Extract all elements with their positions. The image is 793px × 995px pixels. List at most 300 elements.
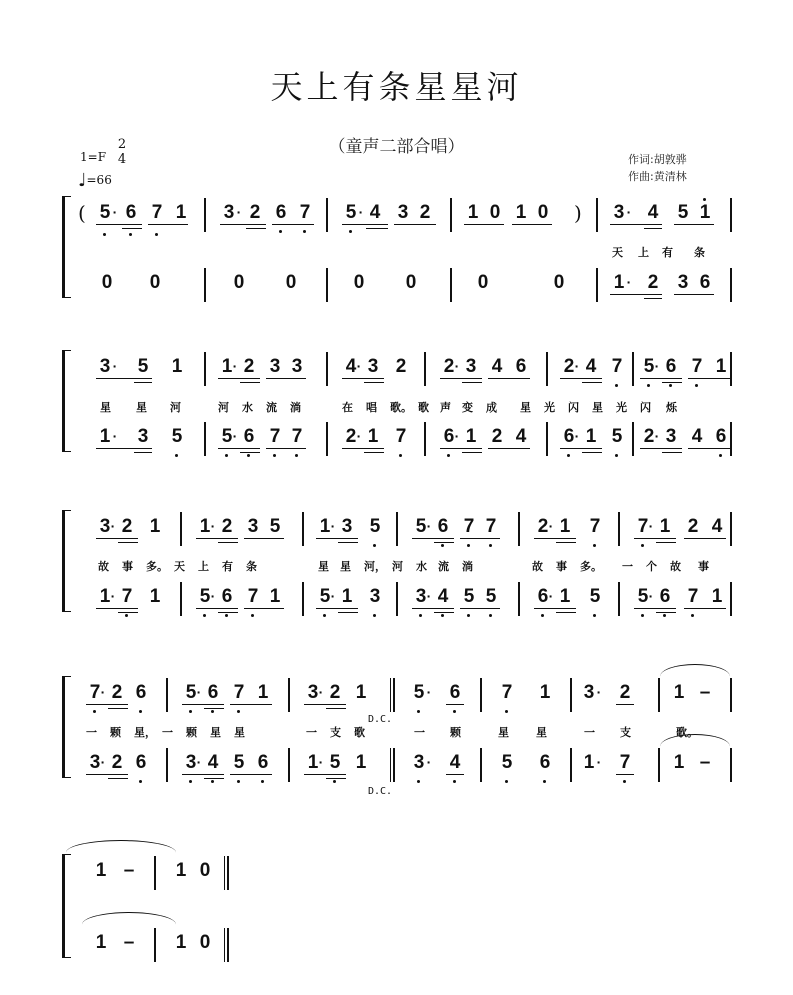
beam-underline bbox=[342, 224, 388, 225]
lyric: 星 bbox=[592, 401, 603, 414]
system-2 bbox=[62, 352, 742, 472]
time-signature bbox=[116, 137, 128, 167]
barline bbox=[450, 268, 452, 302]
note: 6 bbox=[562, 426, 576, 448]
beam-underline bbox=[684, 538, 726, 539]
barline bbox=[546, 352, 548, 386]
key-signature: 1=F bbox=[80, 150, 107, 164]
note: 3 bbox=[184, 752, 198, 774]
note: 0 bbox=[405, 272, 417, 293]
beam-underline bbox=[96, 224, 142, 225]
barline bbox=[730, 582, 732, 616]
note: 3 bbox=[677, 272, 689, 293]
octave-dot-low bbox=[261, 780, 264, 783]
octave-dot-low bbox=[155, 233, 158, 236]
beam-underline bbox=[122, 228, 142, 229]
credits bbox=[628, 151, 687, 185]
beam-underline bbox=[96, 378, 152, 379]
note: 7 bbox=[246, 586, 260, 608]
beam-underline bbox=[118, 542, 138, 543]
barline bbox=[302, 512, 304, 546]
octave-dot-low bbox=[567, 454, 570, 457]
octave-dot-low bbox=[541, 614, 544, 617]
lyric: 故 bbox=[670, 560, 681, 573]
note: 0 bbox=[477, 272, 489, 293]
octave-dot-low bbox=[719, 454, 722, 457]
augmentation-dot: · bbox=[596, 684, 602, 700]
octave-dot-low bbox=[279, 230, 282, 233]
final-barline bbox=[224, 856, 229, 890]
double-barline bbox=[390, 678, 395, 712]
barline bbox=[326, 198, 328, 232]
barline bbox=[730, 352, 732, 386]
note: 3 bbox=[291, 356, 303, 377]
note: 1 bbox=[221, 356, 233, 377]
lyric: 水 bbox=[242, 401, 253, 414]
note: 5 bbox=[198, 586, 212, 608]
lyric: 河 bbox=[392, 560, 403, 573]
beam-underline bbox=[488, 448, 530, 449]
note: 3 bbox=[307, 682, 319, 703]
barline bbox=[730, 512, 732, 546]
note: 0 bbox=[537, 202, 549, 223]
lyric: 星 bbox=[536, 726, 547, 739]
note: 1 bbox=[711, 586, 723, 607]
beam-underline bbox=[582, 382, 602, 383]
note: 1 bbox=[585, 426, 597, 447]
octave-dot-low bbox=[467, 544, 470, 547]
beam-underline bbox=[684, 608, 726, 609]
note: 4 bbox=[345, 356, 357, 377]
beam-underline bbox=[688, 378, 730, 379]
barline bbox=[518, 512, 520, 546]
barline bbox=[424, 422, 426, 456]
barline bbox=[396, 512, 398, 546]
barline bbox=[730, 198, 732, 232]
augmentation-dot: · bbox=[196, 684, 202, 700]
beam-underline bbox=[656, 612, 676, 613]
beam-underline bbox=[86, 774, 128, 775]
lyric: 星 bbox=[234, 726, 245, 739]
barline bbox=[618, 582, 620, 616]
note: 7 bbox=[462, 516, 476, 538]
note: 1 bbox=[175, 202, 187, 223]
barline bbox=[326, 422, 328, 456]
octave-dot-low bbox=[175, 454, 178, 457]
octave-dot-low bbox=[489, 614, 492, 617]
note: 6 bbox=[274, 202, 288, 224]
octave-dot-low bbox=[641, 614, 644, 617]
augmentation-dot: · bbox=[232, 358, 238, 374]
note: – bbox=[123, 860, 135, 881]
note: 1 bbox=[175, 860, 187, 881]
note: 0 bbox=[553, 272, 565, 293]
octave-dot-low bbox=[323, 614, 326, 617]
note: 5 bbox=[137, 356, 149, 377]
tempo-marking bbox=[78, 170, 112, 191]
note: 6 bbox=[664, 356, 678, 378]
note: 6 bbox=[134, 682, 148, 704]
augmentation-dot: · bbox=[356, 358, 362, 374]
double-barline bbox=[390, 748, 395, 782]
note: 3 bbox=[397, 202, 409, 223]
time-signature-bottom: 4 bbox=[117, 152, 127, 167]
barline bbox=[570, 748, 572, 782]
lyric: 事 bbox=[556, 560, 567, 573]
note: 4 bbox=[711, 516, 723, 537]
note: 5 bbox=[500, 752, 514, 774]
beam-underline bbox=[434, 542, 454, 543]
beam-underline bbox=[266, 378, 306, 379]
note: 5 bbox=[328, 752, 342, 774]
note: 0 bbox=[101, 272, 113, 293]
note: 7 bbox=[394, 426, 408, 448]
beam-underline bbox=[230, 774, 272, 775]
beam-underline bbox=[674, 224, 714, 225]
beam-underline bbox=[394, 224, 436, 225]
octave-dot-low bbox=[453, 710, 456, 713]
beam-underline bbox=[196, 538, 238, 539]
voice-2 bbox=[62, 422, 742, 456]
beam-underline bbox=[440, 378, 482, 379]
beam-underline bbox=[662, 382, 682, 383]
octave-dot-low bbox=[647, 384, 650, 387]
note: 3 bbox=[613, 202, 625, 223]
note: 2 bbox=[395, 356, 407, 377]
octave-dot-low bbox=[663, 614, 666, 617]
note: – bbox=[123, 932, 135, 953]
barline bbox=[180, 512, 182, 546]
barline bbox=[288, 678, 290, 712]
lyric: 条 bbox=[694, 246, 705, 259]
lyric: 故 bbox=[98, 560, 109, 573]
octave-dot-low bbox=[295, 454, 298, 457]
octave-dot-low bbox=[273, 454, 276, 457]
beam-underline bbox=[364, 452, 384, 453]
note: 2 bbox=[221, 516, 233, 537]
barline bbox=[166, 678, 168, 712]
augmentation-dot: · bbox=[626, 274, 632, 290]
augmentation-dot: · bbox=[426, 588, 432, 604]
note: 2 bbox=[537, 516, 549, 537]
lyric: 星 bbox=[318, 560, 329, 573]
barline bbox=[658, 748, 660, 782]
barline bbox=[546, 422, 548, 456]
tie-slur bbox=[82, 912, 176, 927]
octave-dot-low bbox=[623, 780, 626, 783]
note: 1 bbox=[559, 586, 571, 607]
lyric: 天 bbox=[612, 246, 623, 259]
barline bbox=[480, 678, 482, 712]
lyric: 有 bbox=[662, 246, 673, 259]
augmentation-dot: · bbox=[454, 358, 460, 374]
augmentation-dot: · bbox=[112, 204, 118, 220]
note: 3 bbox=[367, 356, 379, 377]
octave-dot-low bbox=[225, 614, 228, 617]
note: 5 bbox=[484, 586, 498, 608]
octave-dot-low bbox=[489, 544, 492, 547]
beam-underline bbox=[246, 228, 266, 229]
lyric: 有 bbox=[222, 560, 233, 573]
note: 3 bbox=[99, 516, 111, 537]
barline bbox=[288, 748, 290, 782]
beam-underline bbox=[634, 608, 676, 609]
beam-underline bbox=[366, 228, 388, 229]
note: 2 bbox=[687, 516, 699, 537]
augmentation-dot: · bbox=[574, 358, 580, 374]
augmentation-dot: · bbox=[548, 518, 554, 534]
lyric: 一 bbox=[414, 726, 425, 739]
beam-underline bbox=[204, 708, 224, 709]
note: 3 bbox=[223, 202, 235, 223]
barline bbox=[302, 582, 304, 616]
octave-dot-low bbox=[225, 454, 228, 457]
note: 1 bbox=[171, 356, 183, 377]
lyric: 成 bbox=[486, 401, 497, 414]
beam-underline bbox=[488, 378, 530, 379]
note: 1 bbox=[95, 860, 107, 881]
beam-underline bbox=[560, 378, 602, 379]
note: 2 bbox=[647, 272, 659, 293]
note: 2 bbox=[419, 202, 431, 223]
octave-dot-low bbox=[543, 780, 546, 783]
note: 2 bbox=[643, 426, 655, 447]
barline bbox=[596, 268, 598, 302]
note: 6 bbox=[256, 752, 270, 774]
beam-underline bbox=[218, 542, 238, 543]
system-1 bbox=[62, 198, 742, 318]
octave-dot-low bbox=[467, 614, 470, 617]
augmentation-dot: · bbox=[112, 428, 118, 444]
augmentation-dot: · bbox=[110, 518, 116, 534]
lyric: 星 bbox=[498, 726, 509, 739]
beam-underline bbox=[240, 452, 260, 453]
augmentation-dot: · bbox=[548, 588, 554, 604]
augmentation-dot: · bbox=[110, 588, 116, 604]
octave-dot-low bbox=[125, 614, 128, 617]
octave-dot-low bbox=[447, 454, 450, 457]
voice-1 bbox=[62, 352, 742, 386]
octave-dot-low bbox=[237, 710, 240, 713]
beam-underline bbox=[338, 542, 358, 543]
beam-underline bbox=[218, 378, 260, 379]
octave-dot-low bbox=[695, 384, 698, 387]
voice-2 bbox=[62, 748, 742, 782]
octave-dot-low bbox=[333, 780, 336, 783]
beam-underline bbox=[634, 538, 676, 539]
octave-dot-low bbox=[399, 454, 402, 457]
lyric: 流 bbox=[438, 560, 449, 573]
system-5 bbox=[62, 856, 742, 978]
lyric: 事 bbox=[698, 560, 709, 573]
voice-1 bbox=[62, 198, 742, 232]
note: 4 bbox=[206, 752, 220, 774]
octave-dot-low bbox=[211, 710, 214, 713]
beam-underline bbox=[462, 382, 482, 383]
octave-dot-low bbox=[615, 454, 618, 457]
beam-underline bbox=[610, 294, 662, 295]
note: 2 bbox=[243, 356, 255, 377]
lyric: 流 bbox=[266, 401, 277, 414]
note: 3 bbox=[414, 586, 428, 608]
lyric: 一 bbox=[86, 726, 97, 739]
lyric: 河 bbox=[170, 401, 181, 414]
note: 0 bbox=[199, 860, 211, 881]
note: 3 bbox=[583, 682, 595, 703]
note: 5 bbox=[232, 752, 246, 774]
note: 5 bbox=[642, 356, 656, 378]
note: 3 bbox=[341, 516, 353, 537]
lyricist: 作词:胡敦骅 bbox=[628, 153, 687, 166]
note: 3 bbox=[665, 426, 677, 447]
lyric: 星， bbox=[134, 726, 156, 739]
barline bbox=[730, 268, 732, 302]
note: 1 bbox=[355, 682, 367, 703]
lyric: 光 bbox=[544, 401, 555, 414]
lyric: 颗 bbox=[110, 726, 121, 739]
voice-1 bbox=[62, 856, 742, 890]
barline bbox=[450, 198, 452, 232]
beam-underline bbox=[656, 542, 676, 543]
note: 2 bbox=[619, 682, 631, 703]
beam-underline bbox=[338, 612, 358, 613]
beam-underline bbox=[108, 708, 128, 709]
augmentation-dot: · bbox=[210, 588, 216, 604]
beam-underline bbox=[464, 224, 504, 225]
octave-dot-low bbox=[251, 614, 254, 617]
beam-underline bbox=[326, 708, 346, 709]
lyric: 水 bbox=[416, 560, 427, 573]
note: 5 bbox=[588, 586, 602, 608]
barline bbox=[658, 678, 660, 712]
note: 4 bbox=[448, 752, 462, 774]
beam-underline bbox=[616, 774, 634, 775]
octave-dot-low bbox=[505, 780, 508, 783]
lyric: 歌 bbox=[354, 726, 365, 739]
note: 1 bbox=[319, 516, 331, 537]
lyric: 星 bbox=[210, 726, 221, 739]
lyric: 淌 bbox=[462, 560, 473, 573]
note: 1 bbox=[341, 586, 353, 607]
note: 0 bbox=[353, 272, 365, 293]
note: 6 bbox=[242, 426, 256, 448]
beam-underline bbox=[316, 538, 358, 539]
beam-underline bbox=[644, 228, 662, 229]
barline bbox=[730, 422, 732, 456]
note: 4 bbox=[647, 202, 659, 223]
octave-dot-low bbox=[441, 544, 444, 547]
barline bbox=[166, 748, 168, 782]
beam-underline bbox=[616, 704, 634, 705]
lyric: 颗 bbox=[186, 726, 197, 739]
note: 0 bbox=[233, 272, 245, 293]
lyric: 星 bbox=[340, 560, 351, 573]
lyric: 星 bbox=[136, 401, 147, 414]
tie-slur bbox=[66, 840, 176, 855]
note: 6 bbox=[448, 682, 462, 704]
note: 2 bbox=[111, 752, 123, 773]
augmentation-dot: · bbox=[112, 358, 118, 374]
note: 7 bbox=[150, 202, 164, 224]
barline bbox=[730, 678, 732, 712]
voice-1 bbox=[62, 678, 742, 712]
lyric: 条 bbox=[246, 560, 257, 573]
lyric: 故 bbox=[532, 560, 543, 573]
note: 6 bbox=[134, 752, 148, 774]
lyric: 星 bbox=[100, 401, 111, 414]
octave-dot-low bbox=[189, 780, 192, 783]
beam-underline bbox=[96, 608, 138, 609]
note: 7 bbox=[500, 682, 514, 704]
note: 5 bbox=[184, 682, 198, 704]
system-3 bbox=[62, 512, 742, 632]
lyric: 多。 bbox=[146, 560, 168, 573]
augmentation-dot: · bbox=[426, 684, 432, 700]
beam-underline bbox=[218, 448, 260, 449]
note: 2 bbox=[345, 426, 357, 447]
octave-dot-low bbox=[593, 544, 596, 547]
lyric: 上 bbox=[638, 246, 649, 259]
beam-underline bbox=[662, 452, 682, 453]
note: 7 bbox=[290, 426, 304, 448]
octave-dot-low bbox=[139, 710, 142, 713]
lyric: 淌 bbox=[290, 401, 301, 414]
augmentation-dot: · bbox=[574, 428, 580, 444]
note: 6 bbox=[699, 272, 711, 293]
note: 4 bbox=[585, 356, 597, 377]
octave-dot-low bbox=[237, 780, 240, 783]
barline bbox=[326, 352, 328, 386]
octave-dot-low bbox=[593, 614, 596, 617]
lyric: 声 bbox=[440, 401, 451, 414]
octave-dot-low bbox=[417, 710, 420, 713]
note: 1 bbox=[659, 516, 671, 537]
augmentation-dot: · bbox=[596, 754, 602, 770]
octave-dot-low bbox=[505, 710, 508, 713]
note: 6 bbox=[538, 752, 552, 774]
note: 1 bbox=[698, 202, 712, 224]
beam-underline bbox=[582, 452, 602, 453]
octave-dot-low bbox=[211, 780, 214, 783]
note: 1 bbox=[99, 586, 111, 607]
beam-underline bbox=[326, 778, 346, 779]
note: 7 bbox=[120, 586, 134, 608]
beam-underline bbox=[560, 448, 602, 449]
beam-underline bbox=[244, 608, 284, 609]
beam-underline bbox=[204, 778, 224, 779]
note: 1 bbox=[99, 426, 111, 447]
song-title: 天上有条星星河 bbox=[270, 68, 523, 106]
note: 1 bbox=[199, 516, 211, 537]
note: 6 bbox=[436, 516, 450, 538]
lyric: 多。 bbox=[580, 560, 602, 573]
note: 7 bbox=[610, 356, 624, 378]
note: 7 bbox=[268, 426, 282, 448]
beam-underline bbox=[644, 298, 662, 299]
beam-underline bbox=[96, 448, 152, 449]
beam-underline bbox=[534, 608, 576, 609]
octave-dot-low bbox=[373, 544, 376, 547]
beam-underline bbox=[342, 378, 384, 379]
lyric: 歌。 bbox=[390, 401, 412, 414]
beam-underline bbox=[640, 378, 682, 379]
beam-underline bbox=[512, 224, 552, 225]
barline bbox=[518, 582, 520, 616]
beam-underline bbox=[304, 774, 346, 775]
song-subtitle: （童声二部合唱） bbox=[328, 137, 465, 157]
note: 5 bbox=[318, 586, 332, 608]
beam-underline bbox=[196, 608, 238, 609]
